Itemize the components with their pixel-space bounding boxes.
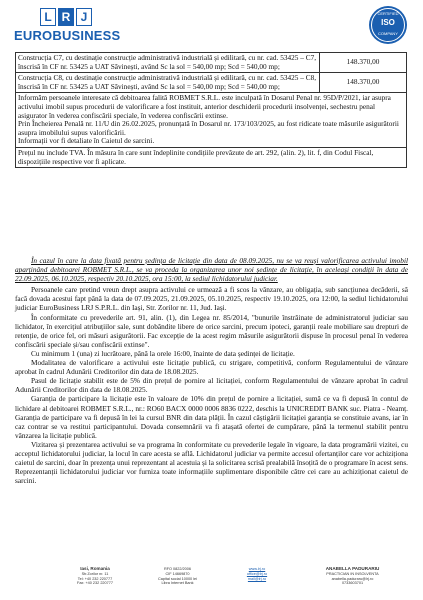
- info-measures-lifted: Prin Încheierea Penală nr. 11/U din 26.02.2025, pronunțată în Dosarul nr. 173/103/2025, au fost ridicate toate măsurile asigurătorii asupra imobilului supus valorificării.: [18, 119, 399, 137]
- footer-office-email-link[interactable]: office@lrj.ro: [246, 571, 268, 576]
- eurobusiness-logo: [14, 8, 134, 43]
- page-header: [0, 0, 423, 52]
- paragraph-claims: Persoanele care pretind vreun drept asupra activului ce urmează a fi scos la vânzare, au obligația, sub sancțiunea decăderii, să facă dovada acestui fapt până la data de 07.09.2025, 21.09.2025, 05.10.2025, respectiv 19.10.2025, ora 12:00, la sediul lichidatorului judiciar EuroBusiness LRJ S.P.R.L. din Iași, Str. Zorilor nr. 11, Jud. Iași.: [15, 285, 408, 313]
- info-details: Informații vor fi detaliate în Caietul de sarcini.: [18, 136, 155, 146]
- footer-phone: Tel: +40 232 220777: [77, 576, 113, 581]
- logo-letter-r: R: [58, 8, 74, 26]
- asset-table: [15, 52, 407, 168]
- paragraph-deadline: Cu minimum 1 (una) zi lucrătoare, până la orele 16:00, înainte de data ședinței de licitație.: [31, 348, 295, 358]
- footer-practitioner-email: anabella.paduraru@lrj.ro: [331, 576, 374, 581]
- footer-capital: Capital social 10000 lei: [157, 576, 198, 581]
- footer-practitioner: [305, 567, 400, 586]
- footer-city: Iasi, Romania: [80, 566, 110, 571]
- notice-body: [15, 256, 408, 485]
- logo-letter-l: L: [40, 8, 56, 26]
- iso-seal-top-text: CERTIFIED: [377, 11, 399, 16]
- iso-certified-seal-icon: [369, 6, 407, 44]
- table-row: [16, 93, 407, 148]
- info-cell: [16, 93, 407, 148]
- footer-mail-link[interactable]: mail@lrj.ro: [247, 576, 267, 581]
- paragraph-auction-dates: În cazul în care la data fixată pentru ședința de licitație din data de 08.09.2025, nu se va reuși valorificarea activului imobil aparținând debitoarei ROBMET S.R.L., se va proceda la organizarea unor noi ședințe de licitație, în aceleași condiții în data de 22.09.2025, 06.10.2025, respectiv 20.10.2025, ora 15:00, la sediul lichidatorului judiciar.: [15, 256, 408, 284]
- table-row: [16, 53, 407, 73]
- footer-practitioner-name: ANABELLA PADURARIU: [325, 566, 380, 571]
- footer-website-link[interactable]: www.lrj.ro: [248, 567, 266, 571]
- footer-company-info: [140, 567, 215, 586]
- footer-practitioner-title: PRACTICIAN IN INSOLVENTA: [326, 571, 379, 576]
- logo-letters: [40, 8, 134, 26]
- logo-text: EUROBUSINESS: [14, 28, 121, 43]
- footer-fax: Fax: +40 232 220777: [77, 581, 113, 586]
- footer-rfo: RFO 0822/2006: [163, 567, 192, 571]
- iso-seal-main-text: ISO: [381, 18, 395, 27]
- footer-bank: Libra Internet Bank: [161, 581, 194, 586]
- asset-description: Construcția C7, cu destinație construcție administrativă industrială și edilitară, cu nr. cad. 53425 – C7, înscrisă în CF nr. 53425 a UAT Săvinești, având Sc la sol = 540,00 mp; Scd = 540,00 mp;: [16, 53, 320, 73]
- logo-letter-j: J: [76, 8, 92, 26]
- table-row: [16, 73, 407, 93]
- paragraph-guarantee: Garanția de participare la licitație este în valoare de 10% din prețul de pornire a licitației, sumă ce va fi depusă în contul de lichidare al debitoarei ROBMET S.R.L., nr.: RO60 BACX 0000 0006 8836 0222, deschis la UNICREDIT BANK suc. Piatra - Neamț. Garanția de participare va fi depusă în lei la cursul BNR din data plății. În cazul câștigării licitației garanția se constituie avans, iar în caz contrar se va restitui participantului. Dovada consemnării va fi atașată ofertei de cumpărare, până la termenul stabilit pentru vânzarea la licitație publică.: [15, 394, 408, 440]
- paragraph-method: Modalitatea de valorificare a activului este licitație publică, cu strigare, competitivă, conform Regulamentului de vânzare aprobat în cadrul Adunării Creditorilor din data de 18.08.2025.: [15, 358, 408, 377]
- footer-web: [222, 567, 292, 581]
- page-footer: [0, 567, 423, 597]
- asset-description: Construcția C8, cu destinație construcție administrativă industrială și edilitară, cu nr. cad. 53425 – C8, înscrisă în CF nr. 53425 a UAT Săvinești, având Sc la sol = 540,00 mp; Scd = 540,00 mp;: [16, 73, 320, 93]
- paragraph-bid-step: Pasul de licitație stabilit este de 5% din prețul de pornire al licitației, conform Regulamentului de vânzare aprobat în cadrul Adunării Creditorilor din data de 18.08.2025.: [15, 376, 408, 395]
- footer-street: Str.Zorilor nr. 11: [81, 571, 109, 576]
- paragraph-visits: Vizitarea și prezentarea activului se va programa în conformitate cu prevederile legale în vigoare, la data programării vizitei, cu acceptul lichidatorului judiciar, la locul în care acesta se află. Lichidatorul judiciar va permite accesul ofertanților care vor achiziționa caietul de sarcini, doar în prezența unui reprezentant al acestuia și la solicitarea scrisă prealabilă însoțită de o programare în acest sens. Reprezentanții lichidatorului judiciar vor furniza toate informațiile suplimentare disponibile către cei care au achiziționat caietul de sarcini.: [15, 439, 408, 486]
- footer-practitioner-phone: 0733603701: [341, 581, 364, 586]
- info-criminal-case: Informăm persoanele interesate că debitoarea falită ROBMET S.R.L. este inculpată în Dosarul Penal nr. 95D/P/2021, iar asupra activului imobil supus procedurii de valorificare a fost instituit, anterior deschiderii procedurii insolvenței, sechestru penal asigurator în vederea confiscării speciale, în vederea confiscării extinse.: [18, 93, 391, 120]
- footer-address: [60, 567, 130, 586]
- asset-price: 148.370,00: [320, 53, 407, 73]
- asset-price: 148.370,00: [320, 73, 407, 93]
- footer-cif: CIF 14669870: [165, 571, 190, 576]
- table-row: [16, 147, 407, 167]
- vat-note: Prețul nu include TVA. În măsura în care sunt îndeplinite condițiile prevăzute de art. 292, (alin. 2), lit. f, din Codul Fiscal, dispozițiile respective vor fi aplicate.: [16, 147, 407, 167]
- paragraph-law-reference: În conformitate cu prevederile art. 91, alin. (1), din Legea nr. 85/2014, "bunurile înstrăinate de administratorul judiciar sau lichidator, în exercițiul atribuțiilor sale, sunt dobândite libere de orice sarcini, precum ipoteci, garanții reale mobiliare sau drepturi de retenție, de orice fel, ori măsuri asigurătorii. Fac excepție de la acest regim măsurile asigurătorii dispuse în procesul penal în vederea confiscării speciale și/sau confiscării extinse".: [15, 312, 408, 349]
- iso-seal-bottom-text: COMPANY: [378, 31, 398, 36]
